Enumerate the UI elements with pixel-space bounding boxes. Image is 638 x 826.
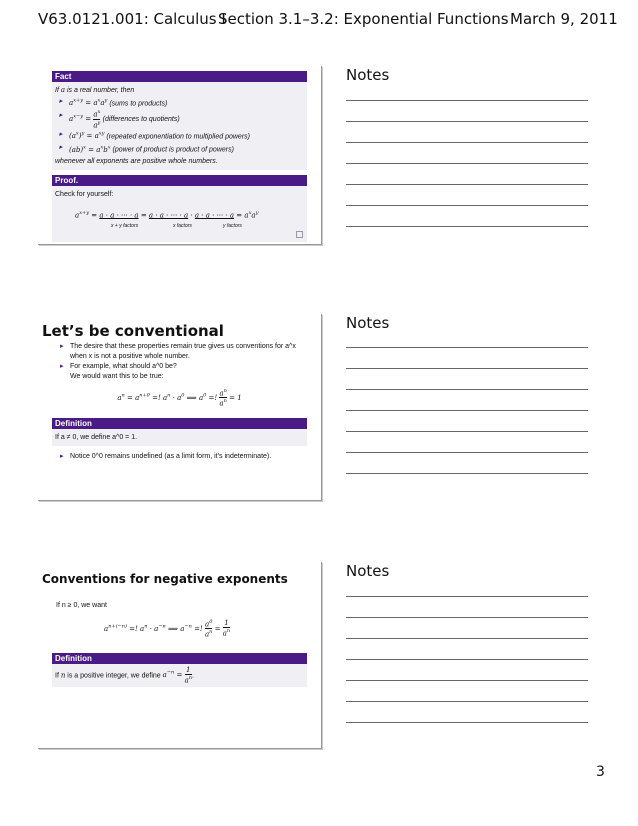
note-line xyxy=(346,452,588,453)
fact-bullet-3: ▸ $(a^x)^y = a^{xy}$ (repeated exponentiation to multiplied powers) xyxy=(55,129,304,142)
proof-block-body xyxy=(52,186,307,242)
fact-block-body xyxy=(52,82,307,170)
definition-title: Definition xyxy=(52,418,307,429)
note-line xyxy=(346,389,588,390)
notes-label-2: Notes xyxy=(346,314,390,332)
definition-body: If a ≠ 0, we define a^0 = 1. xyxy=(52,429,307,446)
fact-block-title: Fact xyxy=(52,71,307,82)
fact-intro: If a is a real number, then xyxy=(55,86,135,94)
note-line xyxy=(346,431,588,432)
note-line xyxy=(346,638,588,639)
note-line xyxy=(346,184,588,185)
page-number: 3 xyxy=(596,764,605,780)
proof-block-title: Proof. xyxy=(52,175,307,186)
note-line xyxy=(346,410,588,411)
note-line xyxy=(346,163,588,164)
slide2-bullet-2b: We would want this to be true: xyxy=(70,373,164,380)
note-line xyxy=(346,368,588,369)
neg-definition-title: Definition xyxy=(52,653,307,664)
slide-nav-icon[interactable] xyxy=(296,231,303,238)
date: March 9, 2011 xyxy=(510,10,618,28)
slide2-equation: $a^n = a^{n+0}$ =! $a^n \cdot a^0$ ⟹ $a^0$ =! $\frac{a^n}{a^n}$ = 1 xyxy=(117,388,242,408)
note-line xyxy=(346,226,588,227)
course-title: V63.0121.001: Calculus I xyxy=(38,10,226,28)
slide3-want: If n ≥ 0, we want xyxy=(56,602,107,609)
note-line xyxy=(346,100,588,101)
fact-outro: whenever all exponents are positive whole numbers. xyxy=(55,157,218,165)
proof-text: Check for yourself: xyxy=(55,190,114,198)
slide2-bullet-1: ▸ The desire that these properties remain true gives us conventions for a^x when x is not a positive whole number. xyxy=(56,342,301,362)
slide2-bullet-3: ▸ Notice 0^0 remains undefined (as a limit form, it’s indeterminate). xyxy=(56,452,301,462)
note-line xyxy=(346,142,588,143)
proof-equation: $a^{x+y} = a \cdot a$ · ··· · a = a · a · ··· · a · a · a · ··· · $a = a^xa^y$ xyxy=(75,209,259,219)
slide3-title: Conventions for negative exponents xyxy=(42,572,288,586)
slide-fact xyxy=(38,66,322,245)
fact-bullet-4: ▸ $(ab)^x = a^xb^x$ (power of product is product of powers) xyxy=(55,142,304,155)
note-line xyxy=(346,473,588,474)
slide-negative-exponents xyxy=(38,562,322,749)
underbrace-y: y factors xyxy=(223,222,242,229)
underbrace-xy: x + y factors xyxy=(111,222,139,229)
fact-bullet-1: ▸ $a^{x+y} = a^xa^y$ (sums to products) xyxy=(55,96,304,109)
notes-label-1: Notes xyxy=(346,66,390,84)
underbrace-x: x factors xyxy=(173,222,192,229)
note-line xyxy=(346,596,588,597)
note-line xyxy=(346,722,588,723)
slide3-equation: $a^{n+(-n)}$ =! $a^n \cdot a^{-n}$ ⟹ $a^{-n}$ =! $\frac{a^0}{a^n}$ = $\frac{1}{a^n}$ xyxy=(104,619,231,639)
note-line xyxy=(346,659,588,660)
note-line xyxy=(346,347,588,348)
slide2-title: Let’s be conventional xyxy=(42,322,224,340)
section-title: Section 3.1–3.2: Exponential Functions xyxy=(218,10,509,28)
slide-conventional xyxy=(38,314,322,501)
neg-definition-body: If n is a positive integer, we define $a^{-n}$ = $\frac{1}{a^n}$ . xyxy=(52,664,307,687)
note-line xyxy=(346,680,588,681)
note-line xyxy=(346,121,588,122)
note-line xyxy=(346,205,588,206)
fact-bullet-2: ▸ $a^{x-y}$ = $\frac{a^x}{a^y}$ (differences to quotients) xyxy=(55,109,304,129)
note-line xyxy=(346,617,588,618)
slide2-bullet-2a: ▸ For example, what should a^0 be? xyxy=(56,362,301,372)
notes-label-3: Notes xyxy=(346,562,390,580)
note-line xyxy=(346,701,588,702)
